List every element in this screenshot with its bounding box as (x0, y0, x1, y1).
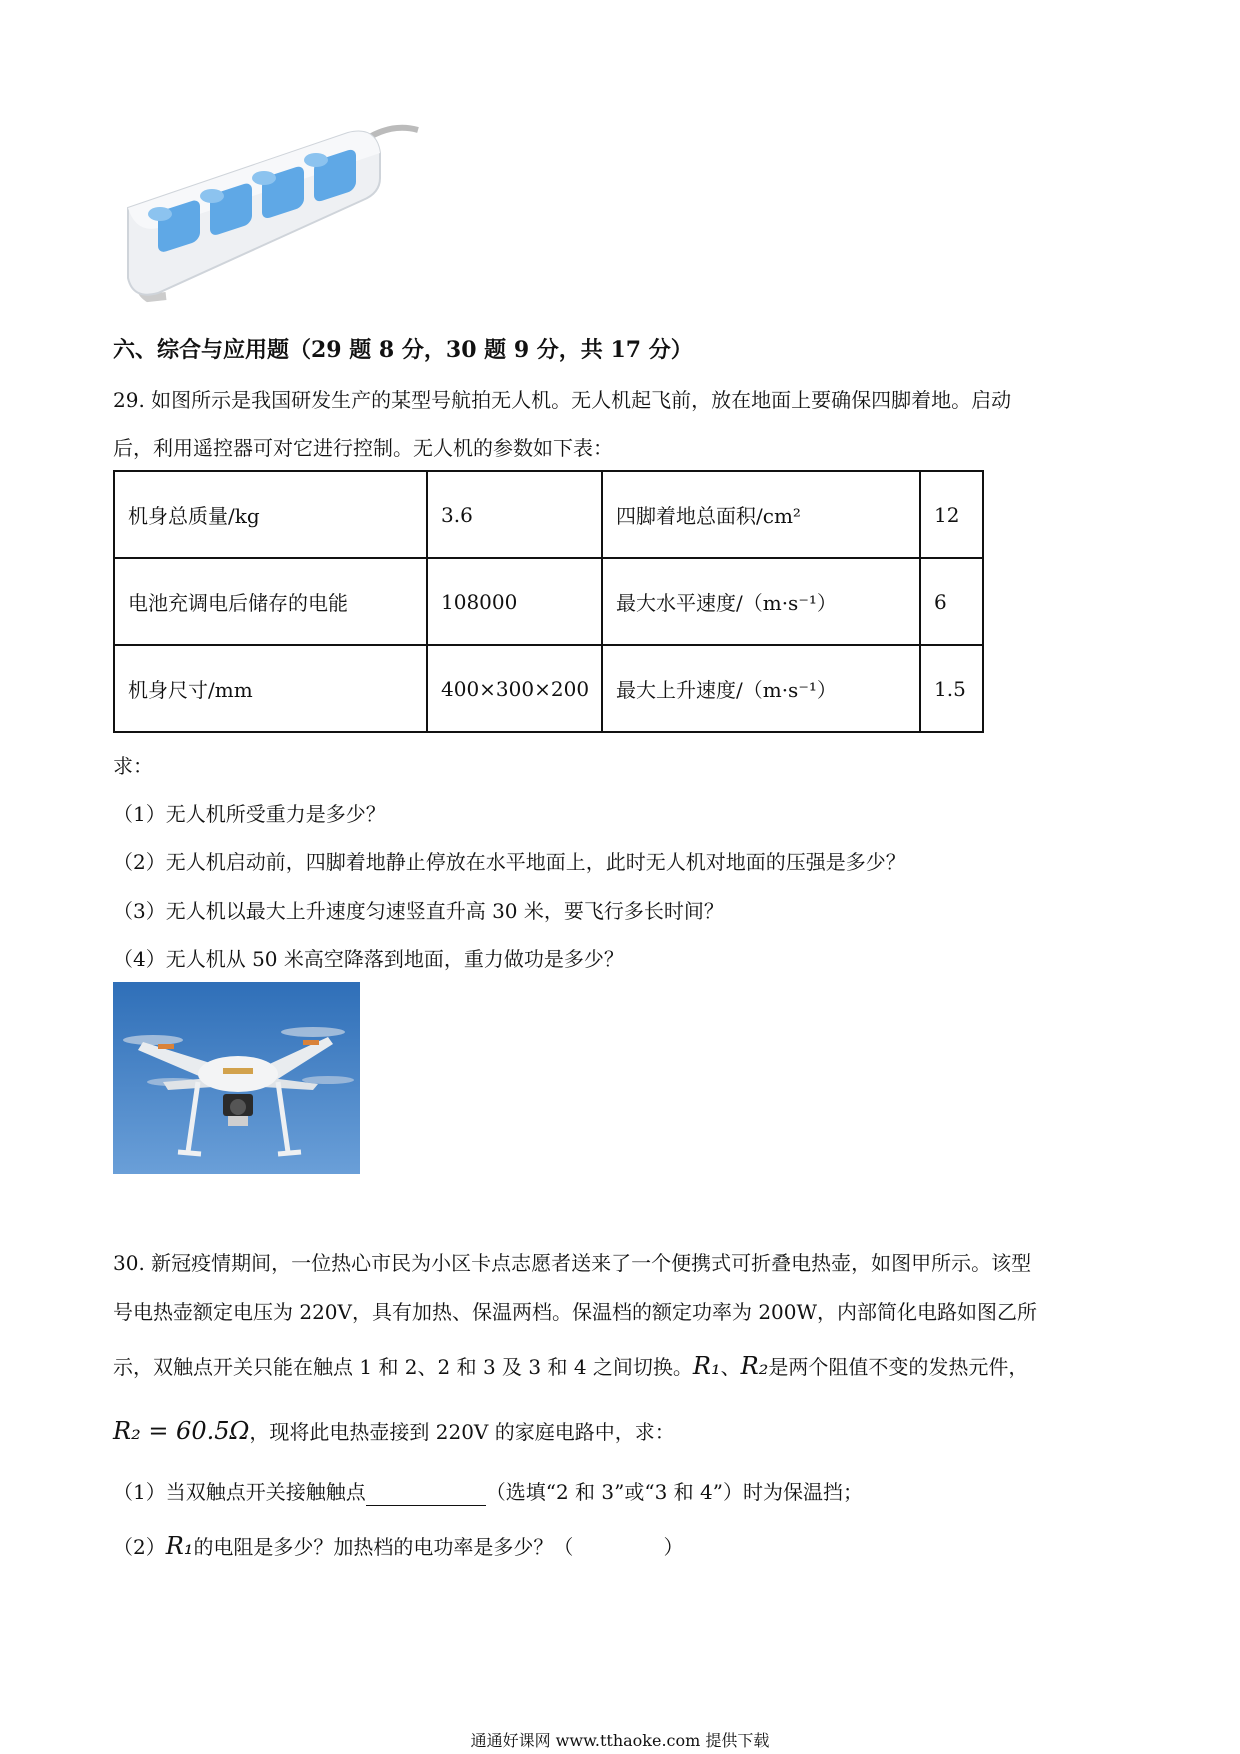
table-cell: 机身尺寸/mm (114, 645, 427, 732)
parameter-table (113, 470, 984, 733)
table-cell: 机身总质量/kg (114, 471, 427, 558)
power-strip-image (118, 118, 428, 308)
q30-sub2-pre: （2） (113, 1535, 166, 1559)
q30-line4-text: ，现将此电热壶接到 220V 的家庭电路中，求： (249, 1420, 675, 1444)
q30-sub1 (113, 1478, 863, 1506)
table-cell: 电池充调电后储存的电能 (114, 558, 427, 645)
q29-sub2: （2）无人机启动前，四脚着地静止停放在水平地面上，此时无人机对地面的压强是多少？ (113, 850, 906, 874)
q30-sub1-post: （选填“2 和 3”或“3 和 4”）时为保温挡； (485, 1480, 863, 1504)
r2-equation: R₂ = 60.5Ω (113, 1417, 250, 1445)
q30-line3-post: 是两个阻值不变的发热元件， (768, 1355, 1029, 1379)
table-row (114, 558, 983, 645)
footer: 通通好课网 www.tthaoke.com 提供下载 (470, 1731, 770, 1750)
table-row (114, 471, 983, 558)
table-cell: 12 (920, 471, 983, 558)
table-cell: 1.5 (920, 645, 983, 732)
q29-intro-line1: 29. 如图所示是我国研发生产的某型号航拍无人机。无人机起飞前，放在地面上要确保四脚着地。启动 (113, 388, 1012, 412)
section-heading: 六、综合与应用题（29 题 8 分，30 题 9 分，共 17 分） (113, 337, 693, 363)
q30-line3-pre: 示，双触点开关只能在触点 1 和 2、2 和 3 及 3 和 4 之间切换。 (113, 1355, 693, 1379)
r1-symbol: R₁ (165, 1532, 194, 1560)
r1-symbol: R₁ (692, 1352, 721, 1380)
q30-sub2-post: 的电阻是多少？加热档的电功率是多少？（ (193, 1535, 574, 1559)
table-cell: 400×300×200 (427, 645, 602, 732)
q29-sub3: （3）无人机以最大上升速度匀速竖直升高 30 米，要飞行多长时间？ (113, 899, 724, 923)
table-cell: 四脚着地总面积/cm² (602, 471, 920, 558)
q30-line1: 30. 新冠疫情期间，一位热心市民为小区卡点志愿者送来了一个便携式可折叠电热壶，如图甲所示。该型 (113, 1251, 1032, 1275)
table-cell: 3.6 (427, 471, 602, 558)
drone-photo (113, 982, 360, 1174)
separator: 、 (720, 1355, 741, 1379)
q30-sub2-close: ） (663, 1535, 684, 1559)
table-cell: 最大上升速度/（m·s⁻¹） (602, 645, 920, 732)
table-row (114, 645, 983, 732)
q30-line4 (113, 1417, 675, 1446)
r2-symbol: R₂ (740, 1352, 769, 1380)
answer-blank[interactable] (366, 1483, 486, 1506)
q29-ask: 求： (113, 754, 153, 778)
q29-intro-line2: 后，利用遥控器可对它进行控制。无人机的参数如下表： (113, 436, 613, 460)
q30-sub1-pre: （1）当双触点开关接触触点 (113, 1480, 366, 1504)
q29-sub1: （1）无人机所受重力是多少？ (113, 802, 386, 826)
table-cell: 6 (920, 558, 983, 645)
q30-line3 (113, 1352, 1028, 1381)
table-cell: 108000 (427, 558, 602, 645)
table-cell: 最大水平速度/（m·s⁻¹） (602, 558, 920, 645)
q30-sub2 (113, 1532, 683, 1561)
q29-sub4: （4）无人机从 50 米高空降落到地面，重力做功是多少？ (113, 947, 624, 971)
q30-line2: 号电热壶额定电压为 220V，具有加热、保温两档。保温档的额定功率为 200W，内部简化电路如图乙所 (113, 1300, 1038, 1324)
